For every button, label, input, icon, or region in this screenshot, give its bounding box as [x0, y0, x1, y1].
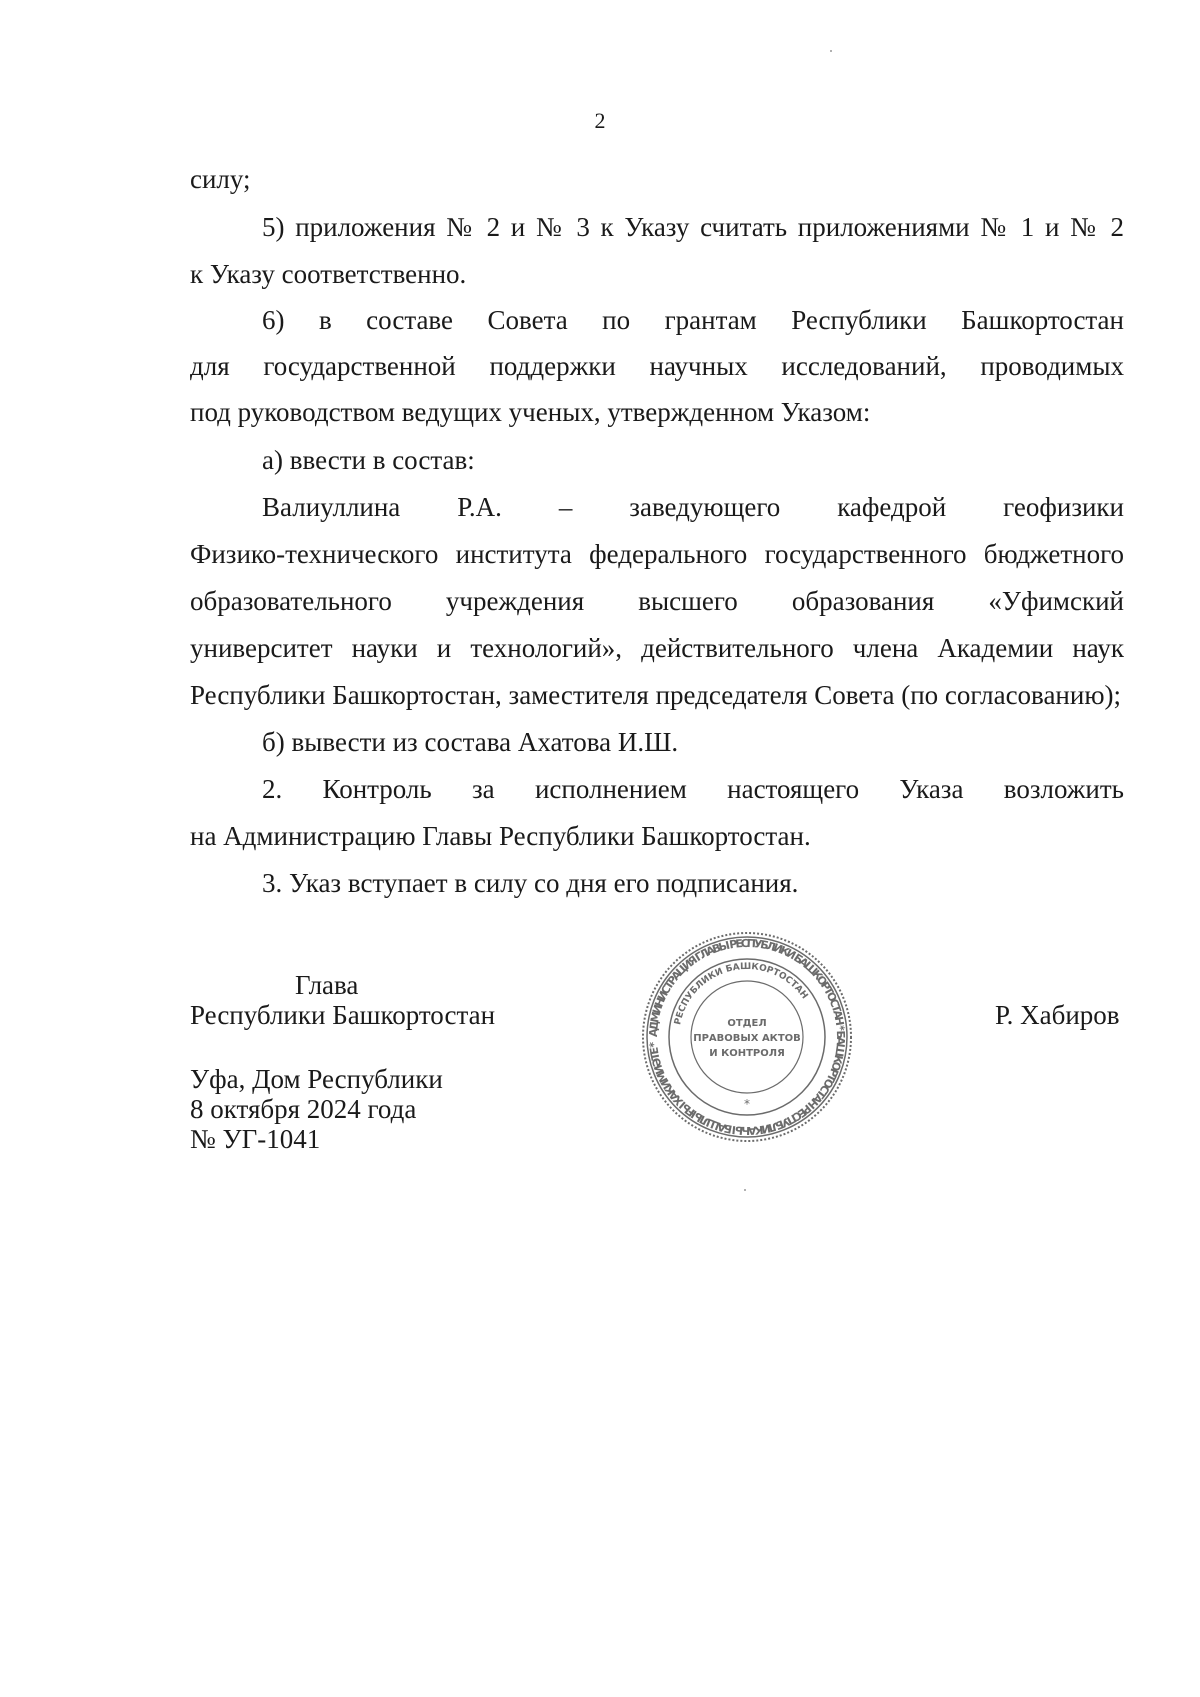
item-6-line-2: для государственной поддержки научных исследований, проводимых [190, 351, 1124, 381]
scan-speck [744, 1189, 746, 1191]
member-line-3: образовательного учреждения высшего образования «Уфимский [190, 586, 1124, 616]
member-line-1: Валиуллина Р.А. – заведующего кафедрой геофизики [262, 492, 1124, 522]
item-2-line-2: на Администрацию Главы Республики Башкортостан. [190, 821, 811, 851]
signature-title: Глава [295, 970, 359, 1000]
member-line-2: Физико-технического института федерального государственного бюджетного [190, 539, 1124, 569]
subitem-a: а) ввести в состав: [262, 445, 475, 475]
item-3: 3. Указ вступает в силу со дня его подписания. [262, 868, 799, 898]
stamp-inner-text: РЕСПУБЛИКИ БАШКОРТОСТАН [673, 961, 810, 1026]
official-stamp [640, 930, 854, 1144]
item-5-line-2: к Указу соответственно. [190, 259, 467, 289]
member-line-5: Республики Башкортостан, заместителя председателя Совета (по согласованию); [190, 680, 1121, 710]
stamp-outer-text: АДМИНИСТРАЦИЯ ГЛАВЫ РЕСПУБЛИКИ БАШКОРТОСТАН * БАШКОРТОСТАН РЕСПУБЛИКАҺЫ БАШЛЫҒЫ ХАКИМИӘТЕ * [646, 936, 848, 1138]
stamp-center-line-1: ОТДЕЛ [727, 1018, 767, 1029]
item-5-line-1: 5) приложения № 2 и № 3 к Указу считать приложениями № 1 и № 2 [262, 212, 1124, 242]
signing-place: Уфа, Дом Республики [190, 1064, 443, 1094]
member-line-4: университет науки и технологий», действительного члена Академии наук [190, 633, 1124, 663]
signatory-name: Р. Хабиров [995, 1000, 1120, 1030]
item-6-line-3: под руководством ведущих ученых, утвержденном Указом: [190, 397, 871, 427]
signature-organization: Республики Башкортостан [190, 1000, 496, 1030]
decree-number: № УГ-1041 [190, 1124, 321, 1154]
stamp-star-icon: * [744, 1097, 750, 1111]
subitem-b: б) вывести из состава Ахатова И.Ш. [262, 727, 679, 757]
paragraph-continuation: силу; [190, 164, 251, 194]
item-6-line-1: 6) в составе Совета по грантам Республики Башкортостан [262, 305, 1124, 335]
scan-speck [830, 50, 832, 52]
item-2-line-1: 2. Контроль за исполнением настоящего Указа возложить [262, 774, 1124, 804]
signing-date: 8 октября 2024 года [190, 1094, 417, 1124]
page-number: 2 [594, 108, 606, 133]
stamp-center-line-3: И КОНТРОЛЯ [709, 1048, 785, 1059]
stamp-center-line-2: ПРАВОВЫХ АКТОВ [693, 1033, 801, 1044]
